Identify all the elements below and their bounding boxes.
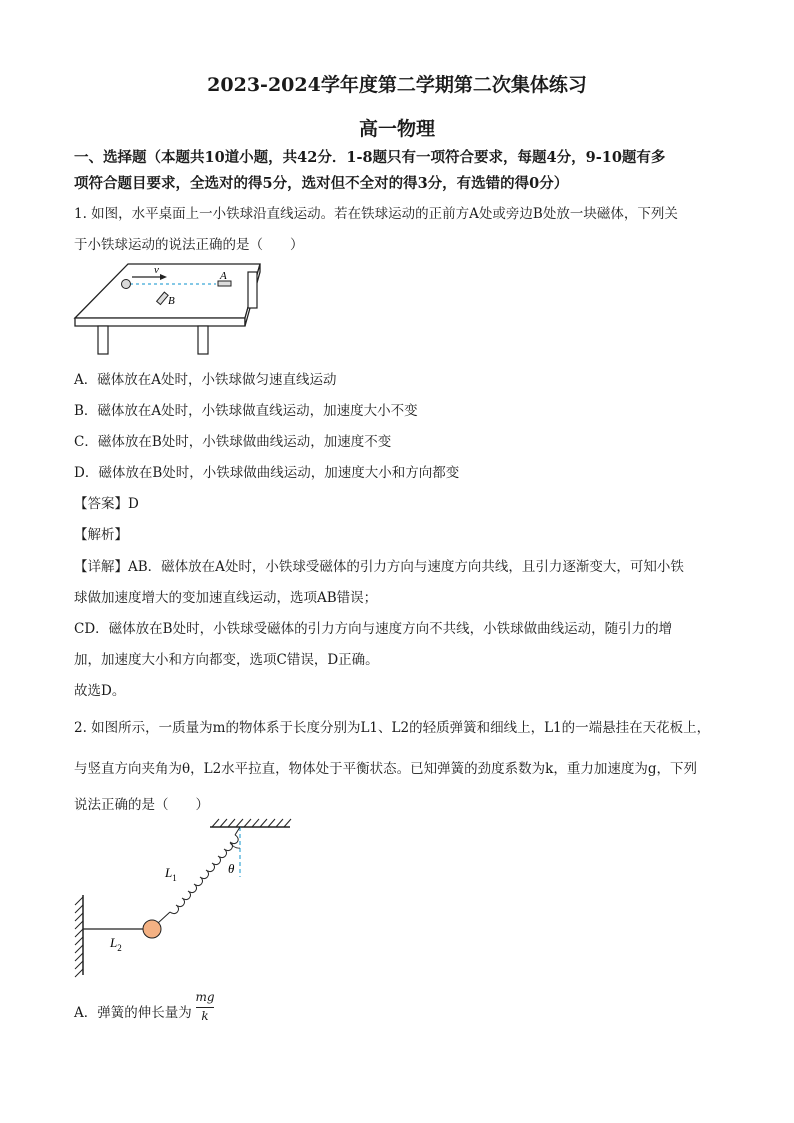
label-l1: $L_1$ xyxy=(165,865,177,883)
iron-ball xyxy=(122,280,131,289)
q1-analysis-label: 【解析】 xyxy=(74,527,128,543)
q2-stem-line3: 说法正确的是（ ） xyxy=(74,797,209,813)
q1-option-d: D．磁体放在B处时，小铁球做曲线运动，加速度大小和方向都变 xyxy=(74,465,460,481)
section-heading-line2: 项符合题目要求，全选对的得5分，选对但不全对的得3分，有选错的得0分） xyxy=(74,175,569,192)
q2-option-a: A．弹簧的伸长量为 xyxy=(74,1005,192,1021)
q1-detail-line1: 【详解】AB．磁体放在A处时，小铁球受磁体的引力方向与速度方向共线，且引力逐渐变大，可知小铁 xyxy=(74,559,684,575)
label-theta: θ xyxy=(228,861,235,876)
label-l2: $L_2$ xyxy=(110,935,122,953)
fraction-denominator: k xyxy=(201,1009,209,1023)
fraction-bar xyxy=(196,1007,214,1008)
q1-detail-line2: 球做加速度增大的变加速直线运动，选项AB错误； xyxy=(74,590,378,606)
q1-stem-line2: 于小铁球运动的说法正确的是（ ） xyxy=(74,237,304,253)
exam-title: 2023-2024学年度第二学期第二次集体练习 xyxy=(207,74,587,96)
q2-stem-line1: 2. 如图所示，一质量为m的物体系于长度分别为L1、L2的轻质弹簧和细线上，L1的一端悬挂在天花板上， xyxy=(74,720,711,736)
q1-stem-line1: 1. 如图，水平桌面上一小铁球沿直线运动。若在铁球运动的正前方A处或旁边B处放一块磁体，下列关 xyxy=(74,206,678,222)
mass-ball xyxy=(143,920,161,938)
q1-detail-line4: 加，加速度大小和方向都变，选项C错误，D正确。 xyxy=(74,652,379,668)
subject-title: 高一物理 xyxy=(358,118,435,140)
fraction-numerator: mg xyxy=(195,990,215,1004)
q1-detail-line3: CD．磁体放在B处时，小铁球受磁体的引力方向与速度方向不共线，小铁球做曲线运动，随引力的增 xyxy=(74,621,673,637)
q2-spring-figure xyxy=(70,815,300,980)
section-heading-line1: 一、选择题（本题共10道小题，共42分．1-8题只有一项符合要求，每题4分，9-10题有多 xyxy=(74,149,666,166)
label-b: B xyxy=(168,295,175,307)
q1-table-figure xyxy=(70,258,270,358)
q2-stem-line2: 与竖直方向夹角为θ，L2水平拉直，物体处于平衡状态。已知弹簧的劲度系数为k，重力加速度为g，下列 xyxy=(74,761,698,777)
q1-option-b: B．磁体放在A处时，小铁球做直线运动，加速度大小不变 xyxy=(74,403,418,419)
label-v: v xyxy=(154,264,159,276)
q1-option-c: C．磁体放在B处时，小铁球做曲线运动，加速度不变 xyxy=(74,434,392,450)
label-a: A xyxy=(220,270,227,282)
q1-conclusion: 故选D。 xyxy=(74,683,126,699)
q1-answer: 【答案】D xyxy=(74,496,139,512)
q1-option-a: A．磁体放在A处时，小铁球做匀速直线运动 xyxy=(74,372,337,388)
